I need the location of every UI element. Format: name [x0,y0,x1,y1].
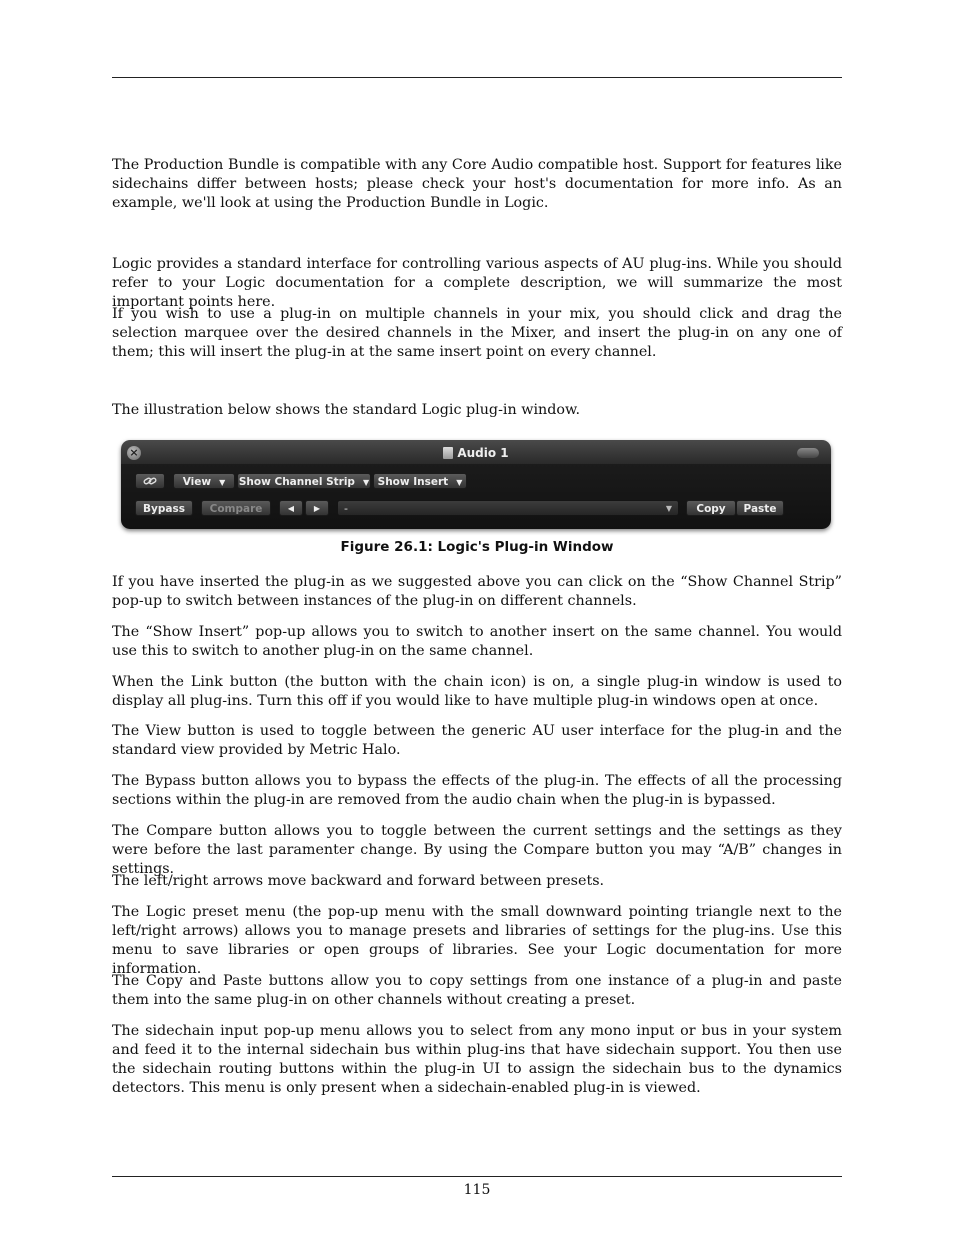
window-title: Audio 1 [457,446,509,460]
dropdown-triangle-icon: ▼ [219,478,226,487]
compare-button[interactable]: Compare [201,500,271,516]
paragraph-show-insert: The “Show Insert” pop-up allows you to switch to another insert on the same channel. You would use this to switch to another plug-in on the same channel. [112,624,842,659]
paragraph-multiple-channels: If you wish to use a plug-in on multiple channels in your mix, you should click and drag the selection marquee over the desired channels in the Mixer, and insert the plug-in on any one of them; this will insert the plug-in at the same insert point on every channel. [112,306,842,360]
paragraph-view-button: The View button is used to toggle between the generic AU user interface for the plug-in and the standard view provided by Metric Halo. [112,723,842,758]
paragraph-link-button: When the Link button (the button with the chain icon) is on, a single plug-in window is used to display all plug-ins. Turn this off if you would like to have multiple plug-in windows open at once. [112,674,842,709]
page-number: 115 [463,1182,491,1198]
previous-preset-button[interactable]: ◀ [279,500,303,516]
paste-button[interactable]: Paste [736,500,784,516]
preset-value: - [344,502,348,515]
paragraph-intro: The Production Bundle is compatible with any Core Audio compatible host. Support for features like sidechains differ between hosts; please check your host's documentation for more info. As an example, we'll look at using the Production Bundle in Logic. [112,157,842,211]
paragraph-illustration: The illustration below shows the standard Logic plug-in window. [112,402,581,418]
paragraph-bypass-button: The Bypass button allows you to bypass the effects of the plug-in. The effects of all the processing sections within the plug-in are removed from the audio chain when the plug-in is bypassed. [112,773,842,808]
dropdown-triangle-icon: ▼ [362,478,370,487]
header-rule [112,77,842,78]
paragraph-copy-paste: The Copy and Paste buttons allow you to copy settings from one instance of a plug-in and paste them into the same plug-in on other channels without creating a preset. [112,973,842,1008]
preset-menu[interactable] [337,500,679,516]
view-label: View [182,476,212,488]
zoom-button[interactable] [797,448,819,458]
close-icon[interactable]: × [127,446,141,460]
paragraph-logic-interface: Logic provides a standard interface for controlling various aspects of AU plug-ins. While you should refer to your Logic documentation for a complete description, we will summarize the most important points here. [112,256,842,310]
paragraph-preset-menu: The Logic preset menu (the pop-up menu with the small downward pointing triangle next to the left/right arrows) allows you to manage presets and libraries of settings for the plug-ins. Use this menu to save libraries or open groups of libraries. See your Logic documentation for more information. [112,904,842,977]
window-title-bar [121,445,831,461]
show-insert-label: Show Insert [377,476,449,488]
show-insert-popup[interactable] [373,473,467,489]
paragraph-arrows: The left/right arrows move backward and forward between presets. [112,873,605,889]
dropdown-triangle-icon: ▼ [665,504,672,513]
plugin-window-figure [121,440,831,529]
paragraph-show-channel-strip: If you have inserted the plug-in as we suggested above you can click on the “Show Channel Strip” pop-up to switch between instances of the plug-in on different channels. [112,574,842,609]
bypass-button[interactable]: Bypass [135,500,193,516]
show-channel-strip-label: Show Channel Strip [238,476,355,488]
link-chain-icon [143,476,157,486]
dropdown-triangle-icon: ▼ [456,478,463,487]
view-button[interactable] [173,473,235,489]
document-icon [443,447,453,459]
next-preset-button[interactable]: ▶ [305,500,329,516]
paragraph-compare-button: The Compare button allows you to toggle between the current settings and the settings as they were before the last paramenter change. By using the Compare button you may “A/B” changes in settings. [112,823,842,877]
link-button[interactable] [135,473,165,489]
show-channel-strip-popup[interactable] [237,473,371,489]
figure-caption: Figure 26.1: Logic's Plug-in Window [340,539,614,555]
paragraph-sidechain: The sidechain input pop-up menu allows you to select from any mono input or bus in your system and feed it to the internal sidechain bus within plug-ins that have sidechain support. You then use the sidechain routing buttons within the plug-in UI to assign the sidechain bus to the dynamics detectors. This menu is only present when a sidechain-enabled plug-in is viewed. [112,1023,842,1096]
copy-button[interactable]: Copy [686,500,736,516]
footer-rule [112,1176,842,1177]
